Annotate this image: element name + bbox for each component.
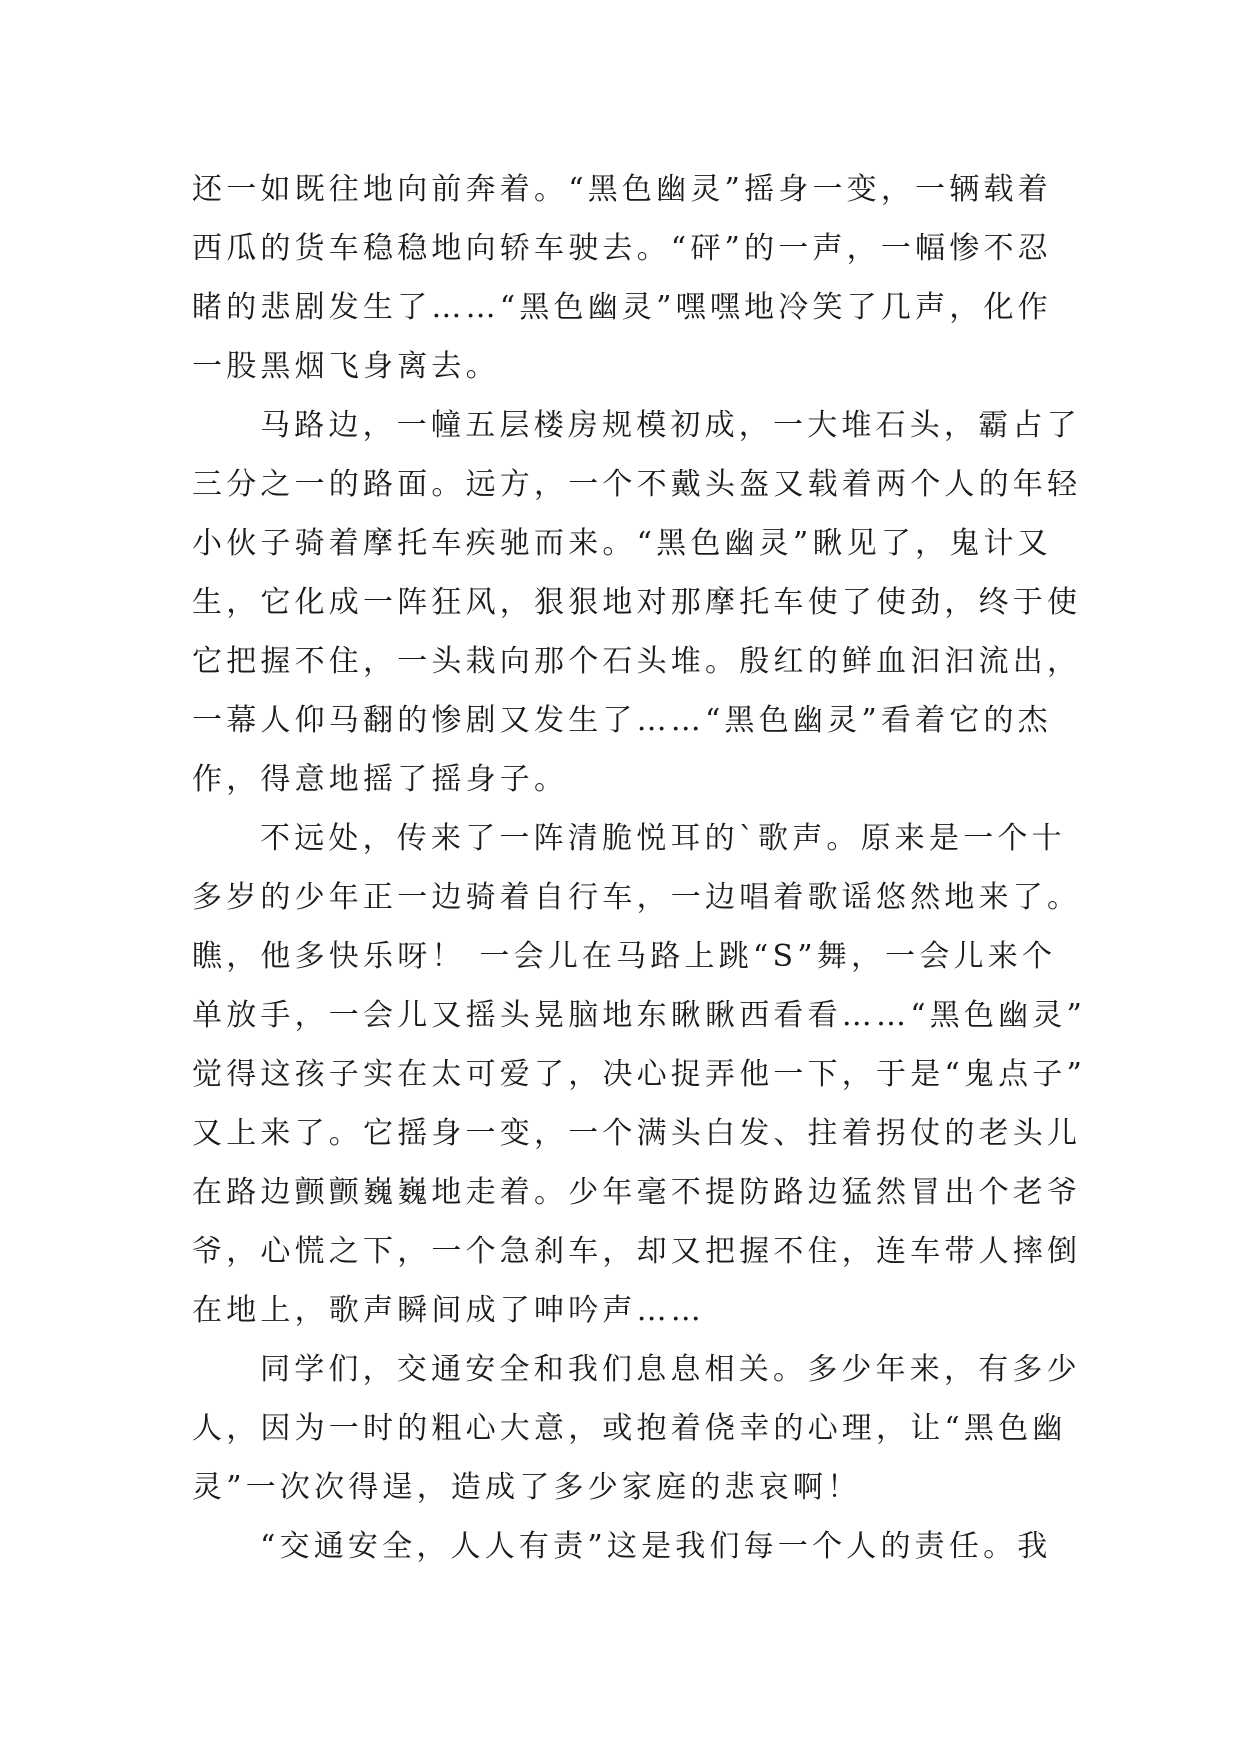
text-line: “交通安全，人人有责”这是我们每一个人的责任。我 xyxy=(260,1529,1052,1564)
text-line: 在路边颤颤巍巍地走着。少年毫不提防路边猛然冒出个老爷 xyxy=(192,1175,1082,1210)
text-line: 人，因为一时的粗心大意，或抱着侥幸的心理，让“黑色幽 xyxy=(192,1411,1067,1446)
paragraph xyxy=(192,160,1062,396)
text-line: 不远处，传来了一阵清脆悦耳的`歌声。原来是一个十 xyxy=(260,821,1066,856)
text-line: 觉得这孩子实在太可爱了，决心捉弄他一下，于是“鬼点子” xyxy=(192,1057,1087,1092)
text-line: 单放手，一会儿又摇头晃脑地东瞅瞅西看看……“黑色幽灵” xyxy=(192,998,1087,1033)
text-line: 睹的悲剧发生了……“黑色幽灵”嘿嘿地冷笑了几声，化作 xyxy=(192,290,1052,325)
text-line: 小伙子骑着摩托车疾驰而来。“黑色幽灵”瞅见了，鬼计又 xyxy=(192,526,1052,561)
text-line: 一股黑烟飞身离去。 xyxy=(192,349,500,384)
text-line: 它把握不住，一头栽向那个石头堆。殷红的鲜血汩汩流出， xyxy=(192,644,1082,679)
text-line: 瞧，他多快乐呀！ 一会儿在马路上跳“S”舞，一会儿来个 xyxy=(192,939,1057,974)
paragraph xyxy=(192,1340,1081,1517)
paragraph xyxy=(192,396,1082,809)
text-line: 一幕人仰马翻的惨剧又发生了……“黑色幽灵”看着它的杰 xyxy=(192,703,1052,738)
document-body xyxy=(192,160,1087,1576)
paragraph xyxy=(192,1517,1062,1576)
text-line: 还一如既往地向前奔着。“黑色幽灵”摇身一变，一辆载着 xyxy=(192,172,1052,207)
text-line: 灵”一次次得逞，造成了多少家庭的悲哀啊！ xyxy=(192,1470,862,1505)
text-line: 同学们，交通安全和我们息息相关。多少年来，有多少 xyxy=(260,1352,1081,1387)
text-line: 三分之一的路面。远方，一个不戴头盔又载着两个人的年轻 xyxy=(192,467,1082,502)
text-line: 西瓜的货车稳稳地向轿车驶去。“砰”的一声，一幅惨不忍 xyxy=(192,231,1052,266)
text-line: 多岁的少年正一边骑着自行车，一边唱着歌谣悠然地来了。 xyxy=(192,880,1082,915)
text-line: 又上来了。它摇身一变，一个满头白发、拄着拐仗的老头儿 xyxy=(192,1116,1082,1151)
text-line: 马路边，一幢五层楼房规模初成，一大堆石头，霸占了 xyxy=(260,408,1081,443)
text-line: 在地上，歌声瞬间成了呻吟声…… xyxy=(192,1293,705,1328)
text-line: 作，得意地摇了摇身子。 xyxy=(192,762,569,797)
text-line: 爷，心慌之下，一个急刹车，却又把握不住，连车带人摔倒 xyxy=(192,1234,1082,1269)
text-line: 生，它化成一阵狂风，狠狠地对那摩托车使了使劲，终于使 xyxy=(192,585,1082,620)
paragraph xyxy=(192,809,1087,1340)
